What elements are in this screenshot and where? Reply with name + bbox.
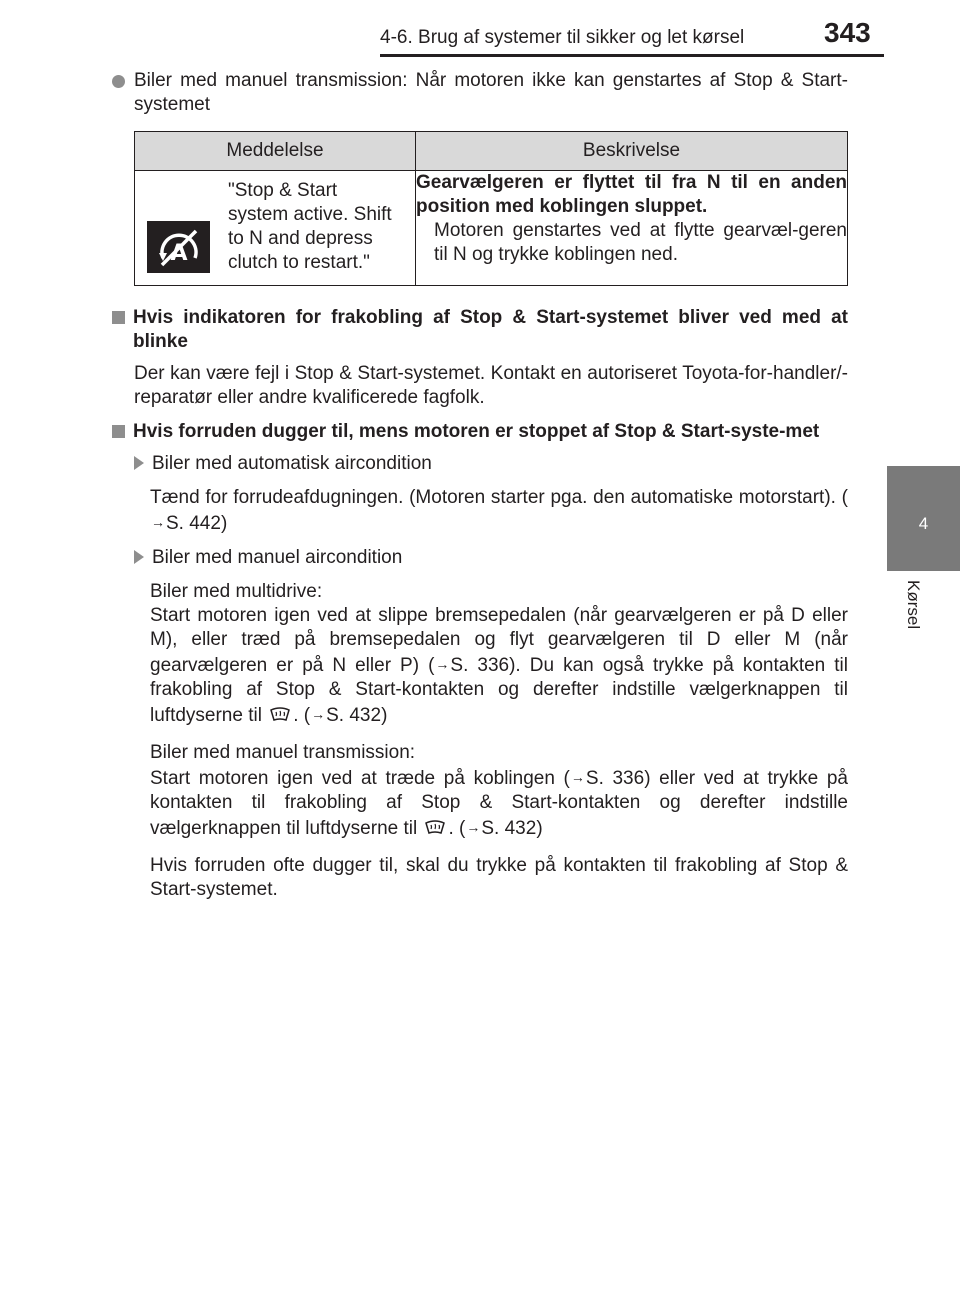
mt-text-c: . ( [448, 818, 466, 839]
auto-ac-title: Biler med automatisk aircondition [152, 453, 432, 474]
manual-transmission-body [150, 765, 848, 844]
closing-note: Hvis forruden ofte dugger til, skal du trykke på kontakten til frakobling af Stop & Start-systemet. [150, 855, 848, 900]
manual-ac-item [134, 546, 848, 570]
chapter-number: 4 [918, 514, 929, 533]
auto-ac-text: Tænd for forrudeafdugningen. (Motoren starter pga. den automatiske motorstart). ( [150, 487, 848, 508]
header-divider [380, 54, 884, 57]
square-bullet-icon [112, 425, 125, 438]
intro-text: Biler med manuel transmission: Når motoren ikke kan genstartes af Stop & Start-systemet [134, 70, 848, 115]
description-condition: Gearvælgeren er flyttet til fra N til en anden position med koblingen sluppet. [416, 172, 847, 217]
manual-transmission-block [150, 741, 848, 844]
page-ref-link[interactable]: S. 432 [326, 705, 382, 726]
multidrive-text-b: ). Du kan også trykke på kontakten til frakobling af Stop & Start-kontakten og derefter indstille vælgerknappen til luftdyserne til [150, 655, 848, 726]
round-bullet-icon [112, 75, 125, 88]
arrow-right-icon: → [570, 769, 585, 785]
message-table [134, 131, 848, 286]
description-cell [416, 171, 848, 286]
message-cell [135, 171, 416, 286]
table-header-message: Meddelelse [135, 132, 416, 171]
page-content [108, 69, 848, 902]
mt-text-b: ) eller ved at trykke på kontakten til frakobling af Stop & Start-kontakten og derefter indstille vælgerknappen til luftdyserne til [150, 768, 848, 839]
page-ref-link[interactable]: S. 442 [166, 513, 221, 534]
section-blinking-heading: Hvis indikatoren for frakobling af Stop & Start-systemet bliver ved med at blinke [133, 307, 848, 352]
svg-text:A: A [169, 241, 188, 266]
chapter-label: Kørsel [904, 580, 923, 630]
multidrive-label: Biler med multidrive: [150, 581, 323, 602]
table-header-description: Beskrivelse [416, 132, 848, 171]
table-row [135, 171, 848, 286]
message-text: "Stop & Start system active. Shift to N and depress clutch to restart." [228, 180, 392, 273]
mt-text-a: Start motoren igen ved at træde på koblingen ( [150, 768, 570, 789]
chapter-tab[interactable] [887, 466, 960, 571]
triangle-bullet-icon [134, 456, 144, 470]
section-blinking-body: Der kan være fejl i Stop & Start-systemet. Kontakt en autoriseret Toyota-for-handler/-reparatør eller andre kvalificerede fagfolk. [134, 363, 848, 408]
triangle-bullet-icon [134, 550, 144, 564]
windshield-defogger-icon [424, 819, 446, 844]
arrow-right-icon: → [466, 819, 481, 835]
manual-ac-title: Biler med manuel aircondition [152, 547, 403, 568]
page-number: 343 [824, 17, 871, 48]
arrow-right-icon: → [311, 706, 326, 722]
windshield-defogger-icon [269, 706, 291, 731]
header-section-title: 4-6. Brug af systemer til sikker og let kørsel [380, 27, 745, 48]
section-blinking [108, 306, 848, 354]
multidrive-text-a: Start motoren igen ved at slippe bremsepedalen (når gearvælgeren er på D eller M), eller træd på bremsepedalen og flyt gearvælgeren til D eller M (når gearvælgeren er på N eller P) ( [150, 605, 848, 676]
auto-ac-text-end: ) [220, 513, 228, 534]
section-defog [108, 420, 848, 444]
page-ref-link[interactable]: S. 336 [585, 768, 645, 789]
multidrive-body [150, 604, 848, 731]
manual-transmission-label: Biler med manuel transmission: [150, 742, 416, 763]
mt-text-d: ) [536, 818, 543, 839]
arrow-right-icon: → [435, 656, 450, 672]
arrow-right-icon: → [151, 514, 165, 530]
page-ref-link[interactable]: S. 432 [481, 818, 537, 839]
auto-ac-body [150, 486, 848, 536]
section-defog-heading: Hvis forruden dugger til, mens motoren er stoppet af Stop & Start-syste-met [133, 421, 820, 442]
description-action: Motoren genstartes ved at flytte gearvæl-geren til N og trykke koblingen ned. [434, 220, 847, 265]
stop-start-off-icon [147, 221, 210, 273]
multidrive-text-c: . ( [293, 705, 311, 726]
square-bullet-icon [112, 311, 125, 324]
multidrive-text-d: ) [381, 705, 388, 726]
page-ref-link[interactable]: S. 336 [450, 655, 510, 676]
auto-ac-item [134, 452, 848, 476]
intro-bullet [108, 69, 848, 117]
multidrive-block [150, 580, 848, 731]
